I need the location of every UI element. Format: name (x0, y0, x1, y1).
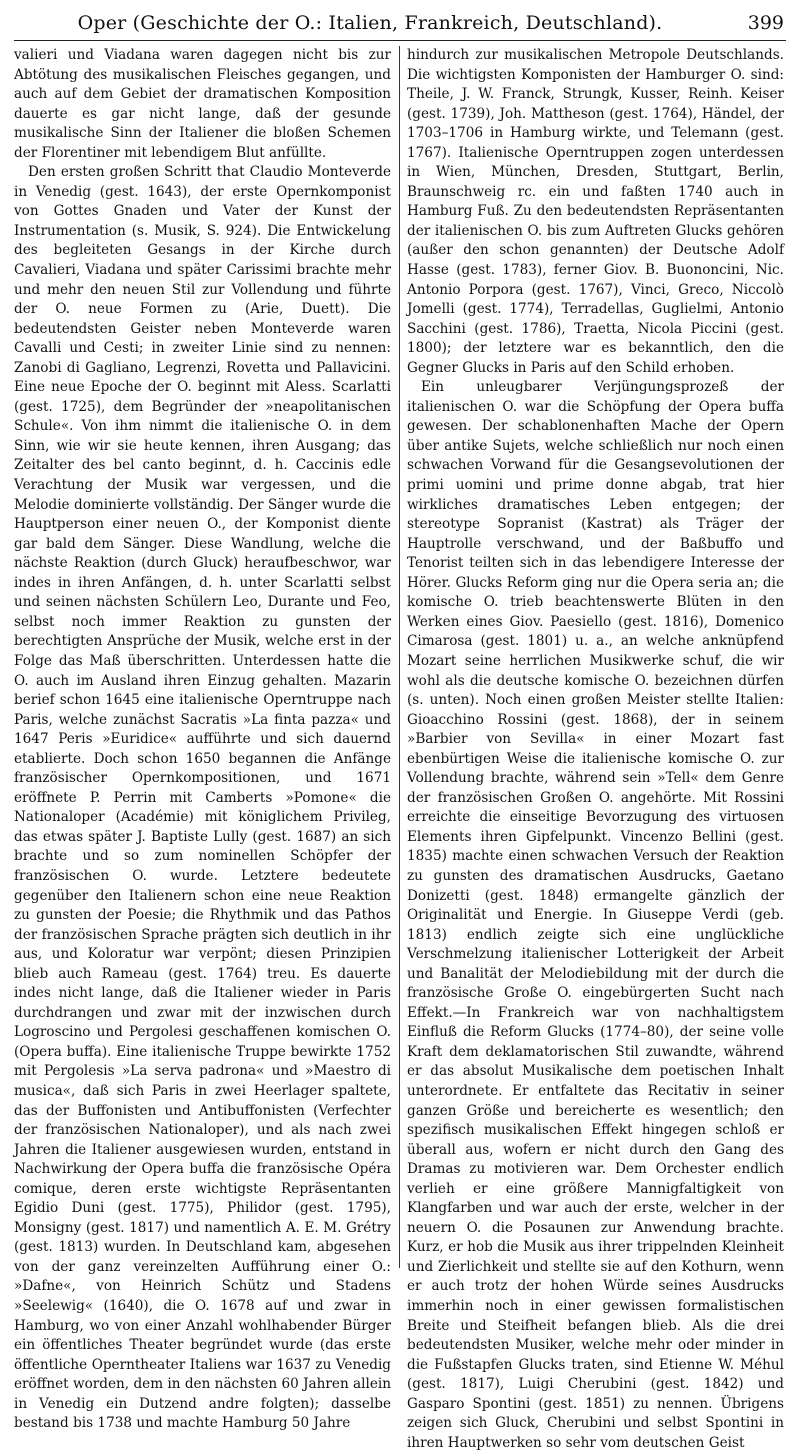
paragraph: hindurch zur musikalischen Metropole Deutschlands. Die wichtigsten Komponisten der Hamburger O. sind: Theile, J. W. Franck, Strungk, Kusser, Reinh. Keiser (gest. 1739), Joh. Mattheson (gest. 1764), Händel, der 1703–1706 in Hamburg wirkte, und Telemann (gest. 1767). Italienische Operntruppen zogen unterdessen in Wien, München, Dresden, Stuttgart, Berlin, Braunschweig rc. ein und faßten 1740 auch in Hamburg Fuß. Zu den bedeutendsten Repräsentanten der italienischen O. bis zum Auftreten Glucks gehören (außer den schon genannten) der Deutsche Adolf Hasse (gest. 1783), ferner Giov. B. Buononcini, Nic. Antonio Porpora (gest. 1767), Vinci, Greco, Niccolò Jomelli (gest. 1774), Terradellas, Guglielmi, Antonio Sacchini (gest. 1786), Traetta, Nicola Piccini (gest. 1800); der letztere war es bekanntlich, den die Gegner Glucks in Paris auf den Schild erhoben. (407, 47, 784, 376)
right-column (407, 46, 784, 1451)
paragraph: valieri und Viadana waren dagegen nicht bis zur Abtötung des musikalischen Fleisches gegangen, und auch auf dem Gebiet der dramatischen Komposition dauerte es gar nicht lange, daß der gesunde musikalische Sinn der Italiener die bloßen Schemen der Florentiner mit lebendigem Blut anfüllte. (14, 47, 391, 161)
paragraph: Ein unleugbarer Verjüngungsprozeß der italienischen O. war die Schöpfung der Opera buffa gewesen. Der schablonenhaften Mache der Opern über antike Sujets, welche schließlich nur noch einen schwachen Vorwand für die Gesangsevolutionen der primi uomini und prime donne abgab, trat hier wirkliches dramatisches Leben entgegen; der stereotype Sopranist (Kastrat) als Träger der Hauptrolle verschwand, und der Baßbuffo und Tenorist teilten sich in das lebendigere Interesse der Hörer. Glucks Reform ging nur die Opera seria an; die komische O. trieb beachtenswerte Blüten in den Werken eines Giov. Paesiello (gest. 1816), Domenico Cimarosa (gest. 1801) u. a., an welche anknüpfend Mozart seine herrlichen Musikwerke schuf, die wir wohl als die deutsche komische O. bezeichnen dürfen (s. unten). Noch einen großen Meister stellte Italien: Gioacchino Rossini (gest. 1868), der in seinem »Barbier von Sevilla« in einer Mozart fast ebenbürtigen Weise die italienische komische O. zur Vollendung brachte, während sein »Tell« dem Genre der französischen Großen O. angehörte. Mit Rossini erreichte die einseitige Bevorzugung des virtuosen Elements ihren Gipfelpunkt. Vincenzo Bellini (gest. 1835) machte einen schwachen Versuch der Reaktion zu gunsten des dramatischen Ausdrucks, Gaetano Donizetti (gest. 1848) ermangelte gänzlich der Originalität und Energie. In Giuseppe Verdi (geb. 1813) endlich zeigte sich eine unglückliche Verschmelzung italienischer Lotterigkeit der Arbeit und Banalität der Melodiebildung mit der durch die französische Große O. eingebürgerten Sucht nach Effekt.—In Frankreich war von nachhaltigstem Einfluß die Reform Glucks (1774–80), der seine volle Kraft dem deklamatorischen Stil zuwandte, während er das absolut Musikalische dem poetischen Inhalt unterordnete. Er entfaltete das Recitativ in seiner ganzen Größe und bereicherte es wesentlich; den spezifisch musikalischen Effekt hingegen schloß er überall aus, wofern er nicht durch den Gang des Dramas zu motivieren war. Dem Orchester endlich verlieh er eine größere Mannigfaltigkeit von Klangfarben und war auch der erste, welcher in der neuern O. die Posaunen zur Anwendung brachte. Kurz, er hob die Musik aus ihrer trippelnden Kleinheit und Zierlichkeit und stellte sie auf den Kothurn, wenn er auch trotz der hohen Würde seines Ausdrucks immerhin noch in einer gewissen formalistischen Breite und Steifheit befangen blieb. Als die drei bedeutendsten Musiker, welche mehr oder minder in die Fußstapfen Glucks traten, sind Etienne W. Méhul (gest. 1817), Luigi Cherubini (gest. 1842) und Gasparo Spontini (gest. 1851) zu nennen. Übrigens zeigen sich Gluck, Cherubini und selbst Spontini in ihren Hauptwerken so sehr vom deutschen Geist (407, 379, 784, 1451)
page (14, 6, 786, 1451)
left-column (14, 46, 391, 1432)
page-header (14, 6, 786, 41)
column-divider (399, 46, 400, 1268)
running-head: Oper (Geschichte der O.: Italien, Frankreich, Deutschland). (77, 12, 663, 34)
text-columns (14, 46, 786, 1451)
page-number: 399 (747, 12, 784, 34)
paragraph: Den ersten großen Schritt that Claudio Monteverde in Venedig (gest. 1643), der erste Opernkomponist von Gottes Gnaden und Vater der Kunst der Instrumentation (s. Musik, S. 924). Die Entwickelung des begleiteten Gesangs in der Kirche durch Cavalieri, Viadana und später Carissimi brachte mehr und mehr den neuen Stil zur Vollendung und führte der O. neue Formen zu (Arie, Duett). Die bedeutendsten Geister neben Monteverde waren Cavalli und Cesti; in zweiter Linie sind zu nennen: Zanobi di Gagliano, Legrenzi, Rovetta und Pallavicini. Eine neue Epoche der O. beginnt mit Aless. Scarlatti (gest. 1725), dem Begründer der »neapolitanischen Schule«. Von ihm nimmt die italienische O. in dem Sinn, wie wir sie heute kennen, ihren Ausgang; das Zeitalter des bel canto beginnt, d. h. Caccinis edle Verachtung der Musik war vergessen, und die Melodie dominierte vollständig. Der Sänger wurde die Hauptperson einer neuen O., der Komponist diente gar bald dem Sänger. Diese Wandlung, welche die nächste Reaktion (durch Gluck) heraufbeschwor, war indes in ihren Anfängen, d. h. unter Scarlatti selbst und seinen nächsten Schülern Leo, Durante und Feo, selbst noch immer Reaktion zu gunsten der berechtigten Ansprüche der Musik, welche erst in der Folge das Maß überschritten. Unterdessen hatte die O. auch im Ausland ihren Einzug gehalten. Mazarin berief schon 1645 eine italienische Operntruppe nach Paris, welche zunächst Sacratis »La finta pazza« und 1647 Peris »Euridice« aufführte und sich dauernd etablierte. Doch schon 1650 begannen die Anfänge französischer Opernkompositionen, und 1671 eröffnete P. Perrin mit Camberts »Pomone« die Nationaloper (Académie) mit königlichem Privileg, das etwas später J. Baptiste Lully (gest. 1687) an sich brachte und so zum nominellen Schöpfer der französischen O. wurde. Letztere bedeutete gegenüber den Italienern schon eine neue Reaktion zu gunsten der Poesie; die Rhythmik und das Pathos der französischen Sprache prägten sich deutlich in ihr aus, und Koloratur war verpönt; diesen Prinzipien blieb auch Rameau (gest. 1764) treu. Es dauerte indes nicht lange, daß die Italiener wieder in Paris durchdrangen und zwar mit der inzwischen durch Logroscino und Pergolesi geschaffenen komischen O. (Opera buffa). Eine italienische Truppe bewirkte 1752 mit Pergolesis »La serva padrona« und »Maestro di musica«, daß sich Paris in zwei Heerlager spaltete, das der Buffonisten und Antibuffonisten (Verfechter der französischen Nationaloper), und als nach zwei Jahren die Italiener ausgewiesen wurden, entstand in Nachwirkung der Opera buffa die französische Opéra comique, deren erste wichtigste Repräsentanten Egidio Duni (gest. 1775), Philidor (gest. 1795), Monsigny (gest. 1817) und namentlich A. E. M. Grétry (gest. 1813) wurden. In Deutschland kam, abgesehen von der ganz vereinzelten Aufführung einer O.: »Dafne«, von Heinrich Schütz und Stadens »Seelewig« (1640), die O. 1678 auf und zwar in Hamburg, wo von einer Anzahl wohlhabender Bürger ein öffentliches Theater begründet wurde (das erste öffentliche Operntheater Italiens war 1637 zu Venedig eröffnet worden, dem in den nächsten 60 Jahren allein in Venedig ein Dutzend andre folgten); dasselbe bestand bis 1738 und machte Hamburg 50 Jahre (14, 164, 391, 1432)
